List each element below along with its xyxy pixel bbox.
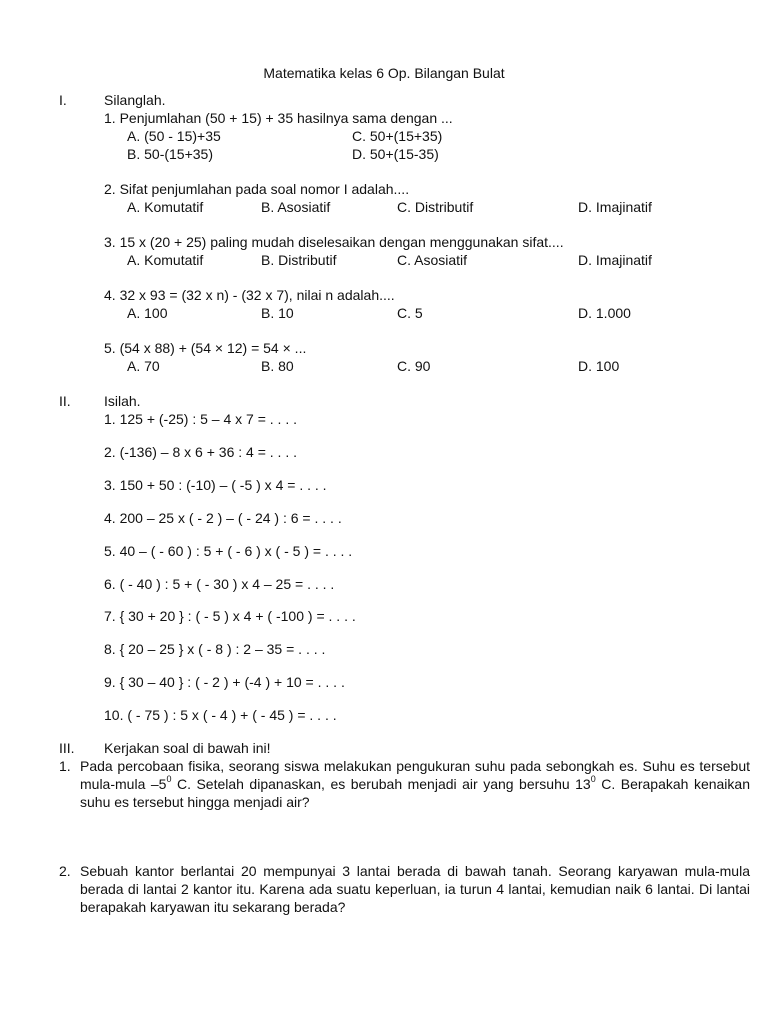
section-2-number: II. (59, 393, 71, 409)
question-2-option-b: B. Asosiatif (261, 199, 331, 215)
question-4-option-a: A. 100 (127, 305, 168, 321)
problem-2-text: Sebuah kantor berlantai 20 mempunyai 3 lantai berada di bawah tanah. Seorang karyawan mula-mula berada di lantai 2 kantor itu. Karena ada suatu keperluan, ia turun 4 lantai, kemudian naik 6 lantai. Di lantai berapakah karyawan itu sekarang berada? (80, 863, 750, 915)
question-4-option-c: C. 5 (397, 305, 423, 321)
fill-item-5: 5. 40 – ( - 60 ) : 5 + ( - 6 ) x ( - 5 ) = . . . . (104, 543, 353, 559)
fill-item-4: 4. 200 – 25 x ( - 2 ) – ( - 24 ) : 6 = . . . . (104, 510, 342, 526)
question-3-option-c: C. Asosiatif (397, 252, 468, 268)
fill-item-8: 8. { 20 – 25 } x ( - 8 ) : 2 – 35 = . . . . (104, 641, 326, 657)
section-1-number: I. (59, 92, 67, 108)
question-1-option-c: C. 50+(15+35) (352, 128, 443, 144)
question-5-option-a: A. 70 (127, 358, 160, 374)
fill-item-7: 7. { 30 + 20 } : ( - 5 ) x 4 + ( -100 ) = . . . . (104, 608, 356, 624)
problem-2-number: 2. (59, 863, 71, 879)
question-4-option-b: B. 10 (261, 305, 294, 321)
question-2-text: 2. Sifat penjumlahan pada soal nomor I adalah.... (104, 181, 410, 197)
fill-item-1: 1. 125 + (-25) : 5 – 4 x 7 = . . . . (104, 411, 297, 427)
question-2-option-c: C. Distributif (397, 199, 474, 215)
fill-item-3: 3. 150 + 50 : (-10) – ( -5 ) x 4 = . . . . (104, 477, 327, 493)
question-3-option-b: B. Distributif (261, 252, 337, 268)
question-4-option-d: D. 1.000 (578, 305, 631, 321)
question-2-option-d: D. Imajinatif (578, 199, 652, 215)
page-title: Matematika kelas 6 Op. Bilangan Bulat (263, 65, 505, 81)
section-3-title: Kerjakan soal di bawah ini! (104, 740, 271, 756)
question-1-text: 1. Penjumlahan (50 + 15) + 35 hasilnya sama dengan ... (104, 110, 453, 126)
question-1-option-b: B. 50-(15+35) (127, 146, 213, 162)
fill-item-6: 6. ( - 40 ) : 5 + ( - 30 ) x 4 – 25 = . . . . (104, 576, 335, 592)
fill-item-9: 9. { 30 – 40 } : ( - 2 ) + (-4 ) + 10 = . . . . (104, 674, 345, 690)
question-3-text: 3. 15 x (20 + 25) paling mudah diselesaikan dengan menggunakan sifat.... (104, 234, 564, 250)
question-1-option-a: A. (50 - 15)+35 (127, 128, 221, 144)
section-1-title: Silanglah. (104, 92, 166, 108)
question-5-option-d: D. 100 (578, 358, 620, 374)
section-3-number: III. (59, 740, 75, 756)
question-5-option-b: B. 80 (261, 358, 294, 374)
question-4-text: 4. 32 x 93 = (32 x n) - (32 x 7), nilai n adalah.... (104, 287, 395, 303)
problem-1-number: 1. (59, 758, 71, 774)
question-1-option-d: D. 50+(15-35) (352, 146, 439, 162)
fill-item-2: 2. (-136) – 8 x 6 + 36 : 4 = . . . . (104, 444, 297, 460)
question-3-option-d: D. Imajinatif (578, 252, 652, 268)
section-2-title: Isilah. (104, 393, 141, 409)
question-5-option-c: C. 90 (397, 358, 431, 374)
fill-item-10: 10. ( - 75 ) : 5 x ( - 4 ) + ( - 45 ) = . . . . (104, 707, 337, 723)
question-3-option-a: A. Komutatif (127, 252, 204, 268)
question-2-option-a: A. Komutatif (127, 199, 204, 215)
problem-1-text: Pada percobaan fisika, seorang siswa melakukan pengukuran suhu pada sebongkah es. Suhu es tersebut mula-mula $-5^0$ C. Setelah dipanaskan, es berubah menjadi air yang bersuhu $13^0$ C. Berapakah kenaikan suhu es tersebut hingga menjadi air? (80, 758, 750, 810)
question-5-text: 5. (54 x 88) + (54 × 12) = 54 × ... (104, 340, 307, 356)
